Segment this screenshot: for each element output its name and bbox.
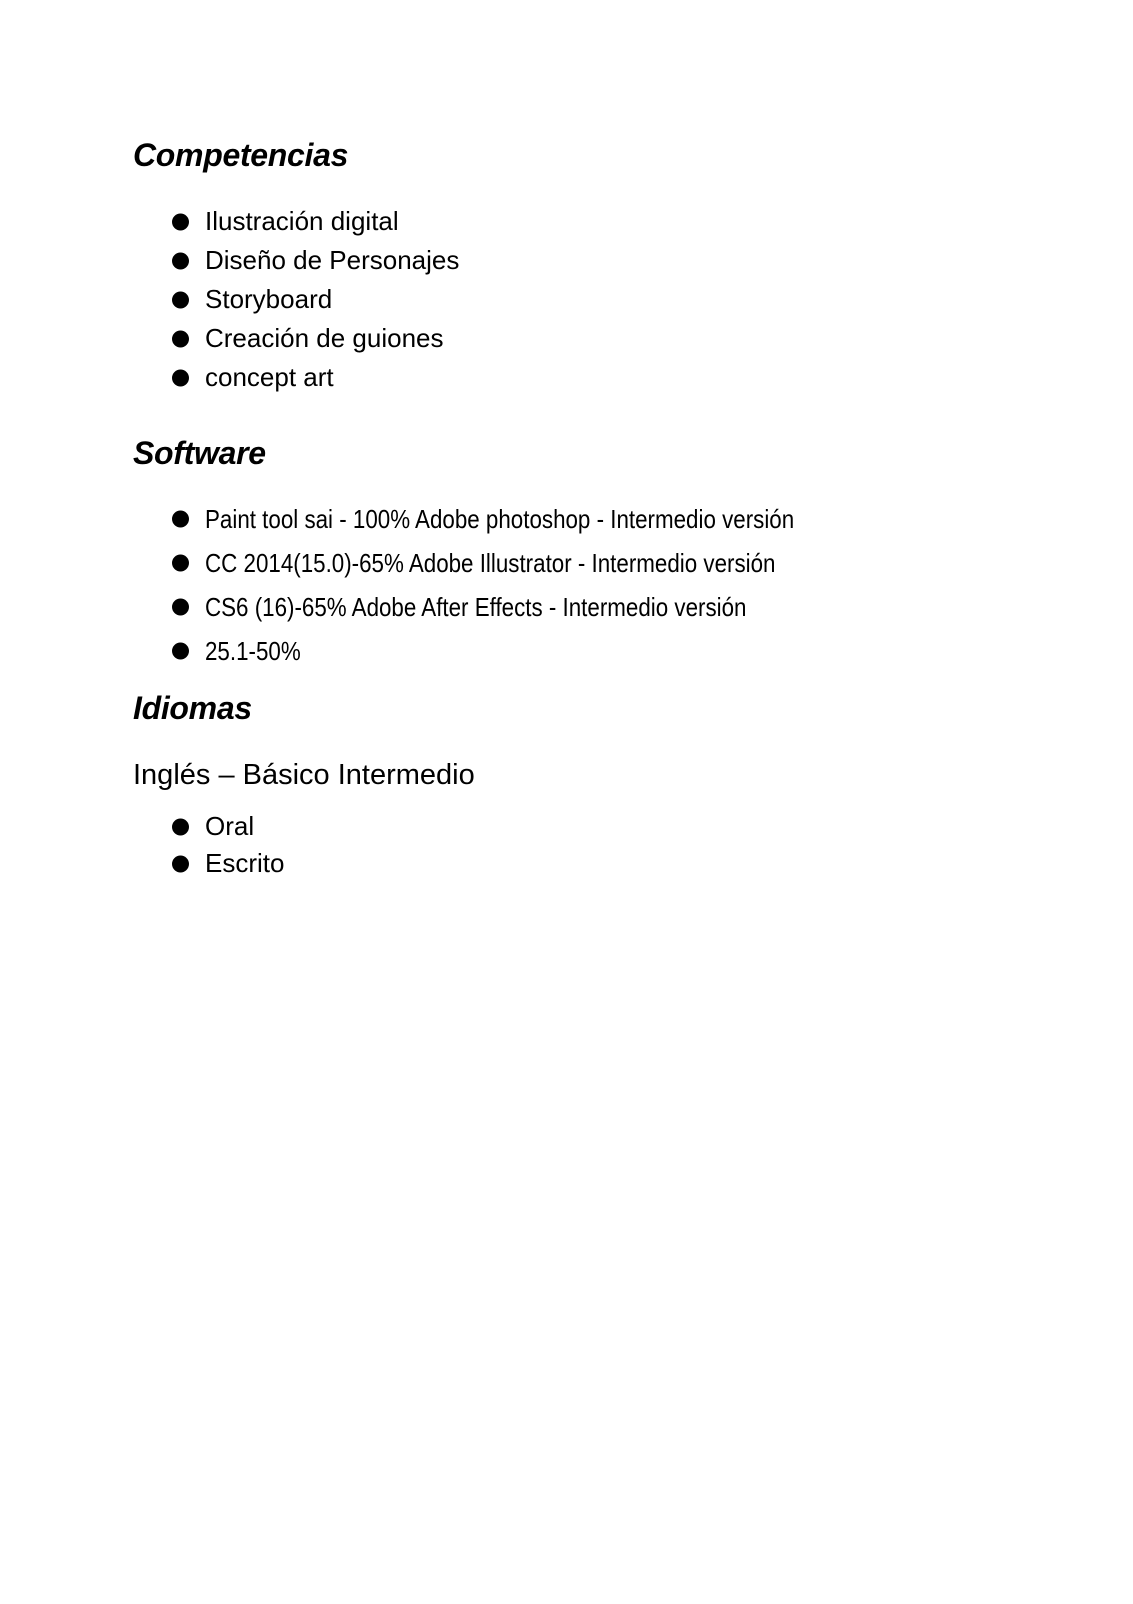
language-subtitle: Inglés – Básico Intermedio (133, 759, 475, 791)
bullet-icon (172, 252, 189, 269)
section-title-software: Software (133, 435, 266, 471)
bullet-icon (172, 330, 189, 347)
bullet-icon (172, 599, 189, 616)
idiomas-list (133, 808, 1073, 882)
bullet-icon (172, 818, 189, 835)
section-title-idiomas: Idiomas (133, 690, 252, 726)
section-software (133, 437, 1073, 673)
list-item (133, 202, 1073, 241)
list-item-text: concept art (205, 362, 334, 392)
bullet-icon (172, 213, 189, 230)
list-item-text: Paint tool sai - 100% Adobe photoshop - Intermedio versión (205, 504, 795, 534)
list-item (133, 358, 1073, 397)
list-item-text: 25.1-50% (205, 636, 301, 666)
list-item (133, 845, 1073, 882)
bullet-icon (172, 855, 189, 872)
bullet-icon (172, 369, 189, 386)
list-item (133, 319, 1073, 358)
software-list (133, 497, 1073, 673)
list-item-text: Diseño de Personajes (205, 245, 460, 275)
list-item (133, 241, 1073, 280)
list-item (133, 629, 1073, 673)
bullet-icon (172, 291, 189, 308)
list-item-text: Storyboard (205, 284, 333, 314)
list-item-text: Creación de guiones (205, 323, 444, 353)
list-item-text: Escrito (205, 848, 285, 878)
list-item (133, 497, 1073, 541)
bullet-icon (172, 643, 189, 660)
list-item (133, 585, 1073, 629)
list-item-text: Ilustración digital (205, 206, 399, 236)
competencias-list (133, 202, 1073, 397)
bullet-icon (172, 555, 189, 572)
list-item (133, 808, 1073, 845)
section-title-competencias: Competencias (133, 137, 349, 173)
list-item-text: Oral (205, 811, 255, 841)
section-competencias (133, 139, 1073, 397)
list-item (133, 280, 1073, 319)
list-item (133, 541, 1073, 585)
list-item-text: CC 2014(15.0)-65% Adobe Illustrator - Intermedio versión (205, 548, 776, 578)
bullet-icon (172, 511, 189, 528)
list-item-text: CS6 (16)-65% Adobe After Effects - Intermedio versión (205, 592, 747, 622)
section-idiomas (133, 692, 1073, 882)
